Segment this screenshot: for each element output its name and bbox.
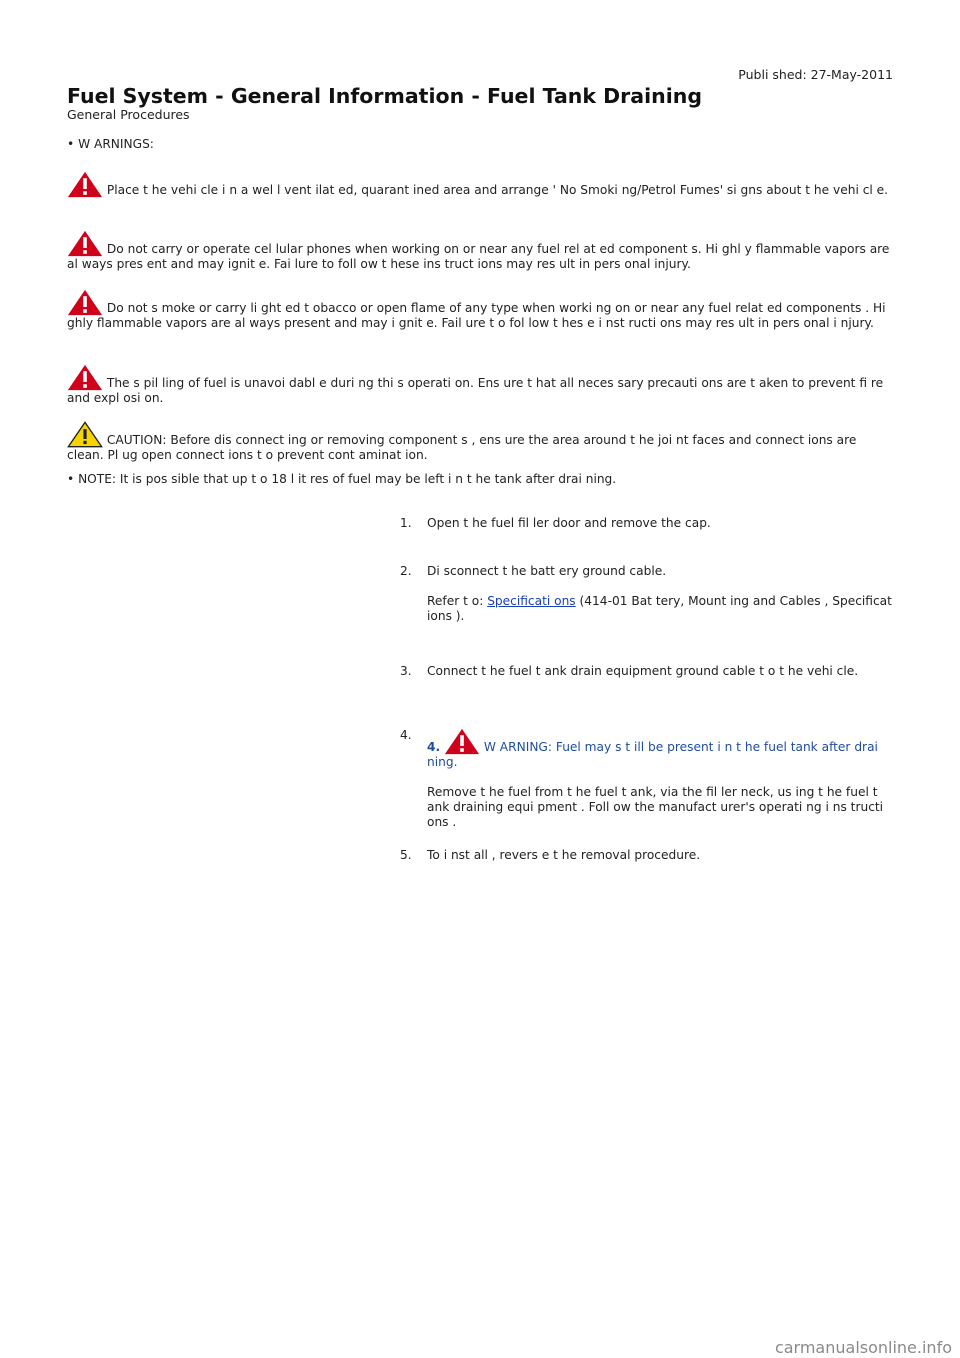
page-subtitle: General Procedures: [67, 107, 190, 122]
step-number: 1.: [400, 516, 412, 530]
step-text: Remove t he fuel from t he fuel t ank, via the fil ler neck, us ing t he fuel t ank draining equi pment . Foll ow the manufact urer's operati ng i ns tructi ons .: [427, 785, 884, 829]
warning-text: Do not carry or operate cel lular phones when working on or near any fuel rel at ed component s. Hi ghl y flammable vapors are al ways pres ent and may ignit e. Fai lure to foll ow t hese ins truct ions may res ult in pers onal injury.: [67, 242, 890, 271]
caution: [67, 421, 893, 463]
warning-triangle-icon: [67, 364, 103, 391]
specifications-link[interactable]: Specificati ons: [487, 594, 576, 608]
step-reference: Refer t o: Specificati ons (414-01 Bat tery, Mount ing and Cables , Specificat ions ).: [427, 594, 892, 623]
step-number: 5.: [400, 848, 412, 862]
page-title: Fuel System - General Information - Fuel Tank Draining: [67, 84, 703, 108]
step-warning-text: W ARNING: Fuel may s t ill be present i n t he fuel tank after drai ning.: [427, 740, 878, 769]
step-text: Open t he fuel fil ler door and remove the cap.: [427, 516, 711, 530]
note: • NOTE: It is pos sible that up t o 18 l it res of fuel may be left i n t he tank after drai ning.: [67, 472, 617, 486]
step-number: 2.: [400, 564, 412, 578]
step-number: 4.: [400, 728, 412, 742]
warning-triangle-icon: [67, 230, 103, 257]
step-text: To i nst all , revers e t he removal procedure.: [427, 848, 701, 862]
step-text: Connect t he fuel t ank drain equipment ground cable t o t he vehi cle.: [427, 664, 859, 678]
caution-triangle-icon: [67, 421, 103, 448]
caution-text: CAUTION: Before dis connect ing or removing component s , ens ure the area around t he joi nt faces and connect ions are clean. Pl ug open connect ions t o prevent cont aminat ion.: [67, 433, 857, 462]
step-number: 3.: [400, 664, 412, 678]
warning-text: Place t he vehi cle i n a wel l vent ilat ed, quarant ined area and arrange ' No Smoki ng/Petrol Fumes' si gns about t he vehi cl e.: [106, 183, 889, 197]
warning-2: [67, 230, 893, 272]
step-warning: [427, 728, 892, 770]
warning-triangle-icon: [67, 289, 103, 316]
warning-3: [67, 289, 893, 331]
warning-triangle-icon: [67, 171, 103, 198]
warning-text: Do not s moke or carry li ght ed t obacco or open flame of any type when worki ng on or near any fuel relat ed components . Hi ghly flammable vapors are al ways present and may i gnit e. Fail ure t o fol low t hes e i nst ructi ons may res ult in pers onal i njury.: [67, 301, 886, 330]
warnings-label: • W ARNINGS:: [67, 137, 154, 151]
published-date: Publi shed: 27-May-2011: [738, 67, 893, 82]
warning-text: The s pil ling of fuel is unavoi dabl e duri ng thi s operati on. Ens ure t hat all neces sary precauti ons are t aken to prevent fi re and expl osi on.: [67, 376, 884, 405]
warning-4: [67, 364, 893, 406]
watermark: carmanualsonline.info: [774, 1338, 952, 1357]
step-text: Di sconnect t he batt ery ground cable.: [427, 564, 667, 578]
warning-triangle-icon: [444, 728, 480, 755]
warning-1: [67, 171, 893, 198]
step-warning-number: 4.: [427, 740, 441, 754]
